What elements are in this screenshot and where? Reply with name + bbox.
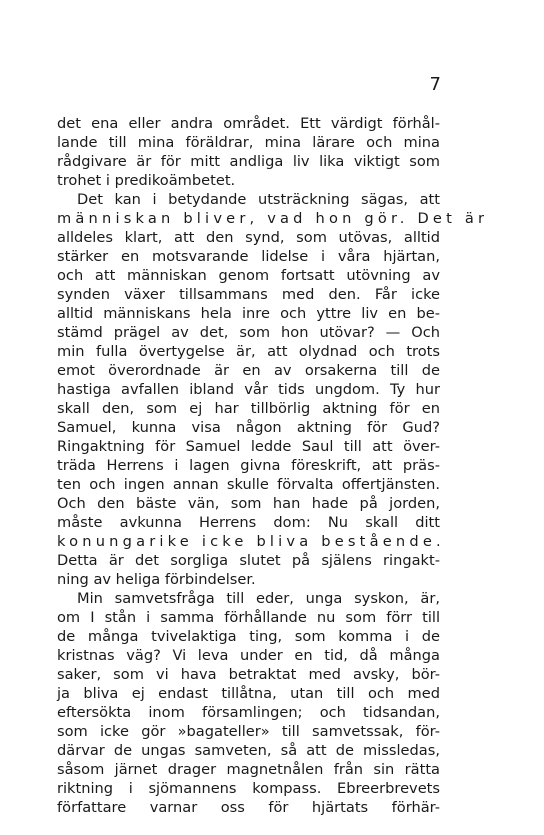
text-line: Och den bäste vän, som han hade på jorden, (57, 495, 440, 512)
text-line: lande till mina föräldrar, mina lärare och mina (57, 134, 440, 151)
text-line: eftersökta inom församlingen; och tidsandan, (57, 704, 440, 721)
text-line: såsom järnet drager magnetnålen från sin rätta (57, 761, 440, 778)
text-line: stämd prägel av det, som hon utövar? — Och (57, 324, 440, 341)
text-line: min fulla övertygelse är, att olydnad och trots (57, 343, 440, 360)
text-line: trohet i predikoämbetet. (57, 172, 236, 189)
text-line: stärker en motsvarande lidelse i våra hjärtan, (57, 248, 440, 265)
text-line: riktning i sjömannens kompass. Ebreerbrevets (57, 780, 440, 797)
text-line: Min samvetsfråga till eder, unga syskon, är, (77, 590, 440, 607)
text-line: rådgivare är för mitt andliga liv lika viktigt som (57, 153, 440, 170)
text-line: författare varnar oss för hjärtats förhär- (57, 799, 440, 816)
text-line: de många tvivelaktiga ting, som komma i de (57, 628, 440, 645)
text-line: Det kan i betydande utsträckning sägas, att (77, 191, 440, 208)
body-text (57, 114, 489, 817)
text-line: alldeles klart, att den synd, som utövas, alltid (57, 229, 440, 246)
text-line: träda Herrens i lagen givna föreskrift, att präs- (57, 457, 440, 474)
text-line: människan bliver, vad hon gör. Det är (57, 210, 489, 227)
text-line: saker, som vi hava betraktat med avsky, bör- (57, 666, 440, 683)
text-line: måste avkunna Herrens dom: Nu skall ditt (57, 514, 440, 531)
text-line: emot överordnade är en av orsakerna till de (57, 362, 440, 379)
text-line: hastiga avfallen ibland vår tids ungdom. Ty hur (57, 381, 440, 398)
text-line: Samuel, kunna visa någon aktning för Gud? (57, 419, 440, 436)
text-line: om I stån i samma förhållande nu som förr till (57, 609, 440, 626)
text-line: som icke gör »bagateller» till samvetssak, för- (57, 723, 440, 740)
text-line: Detta är det sorgliga slutet på själens ringakt- (57, 552, 440, 569)
text-line: skall den, som ej har tillbörlig aktning för en (57, 400, 440, 417)
text-line: därvar de ungas samveten, så att de missledas, (57, 742, 440, 759)
page-number: 7 (429, 74, 441, 95)
text-line: ten och ingen annan skulle förvalta offertjänsten. (57, 476, 440, 493)
text-line: ja bliva ej endast tillåtna, utan till och med (57, 685, 440, 702)
text-line: konungarike icke bliva bestående. (57, 533, 445, 550)
text-line: alltid människans hela inre och yttre liv en be- (57, 305, 440, 322)
text-line: Ringaktning för Samuel ledde Saul till att över- (57, 438, 440, 455)
text-line: och att människan genom fortsatt utövning av (57, 267, 440, 284)
text-line: synden växer tillsammans med den. Får icke (57, 286, 440, 303)
text-line: det ena eller andra området. Ett värdigt förhål- (57, 115, 440, 132)
text-line: ning av heliga förbindelser. (57, 571, 256, 588)
text-line: kristnas väg? Vi leva under en tid, då många (57, 647, 440, 664)
